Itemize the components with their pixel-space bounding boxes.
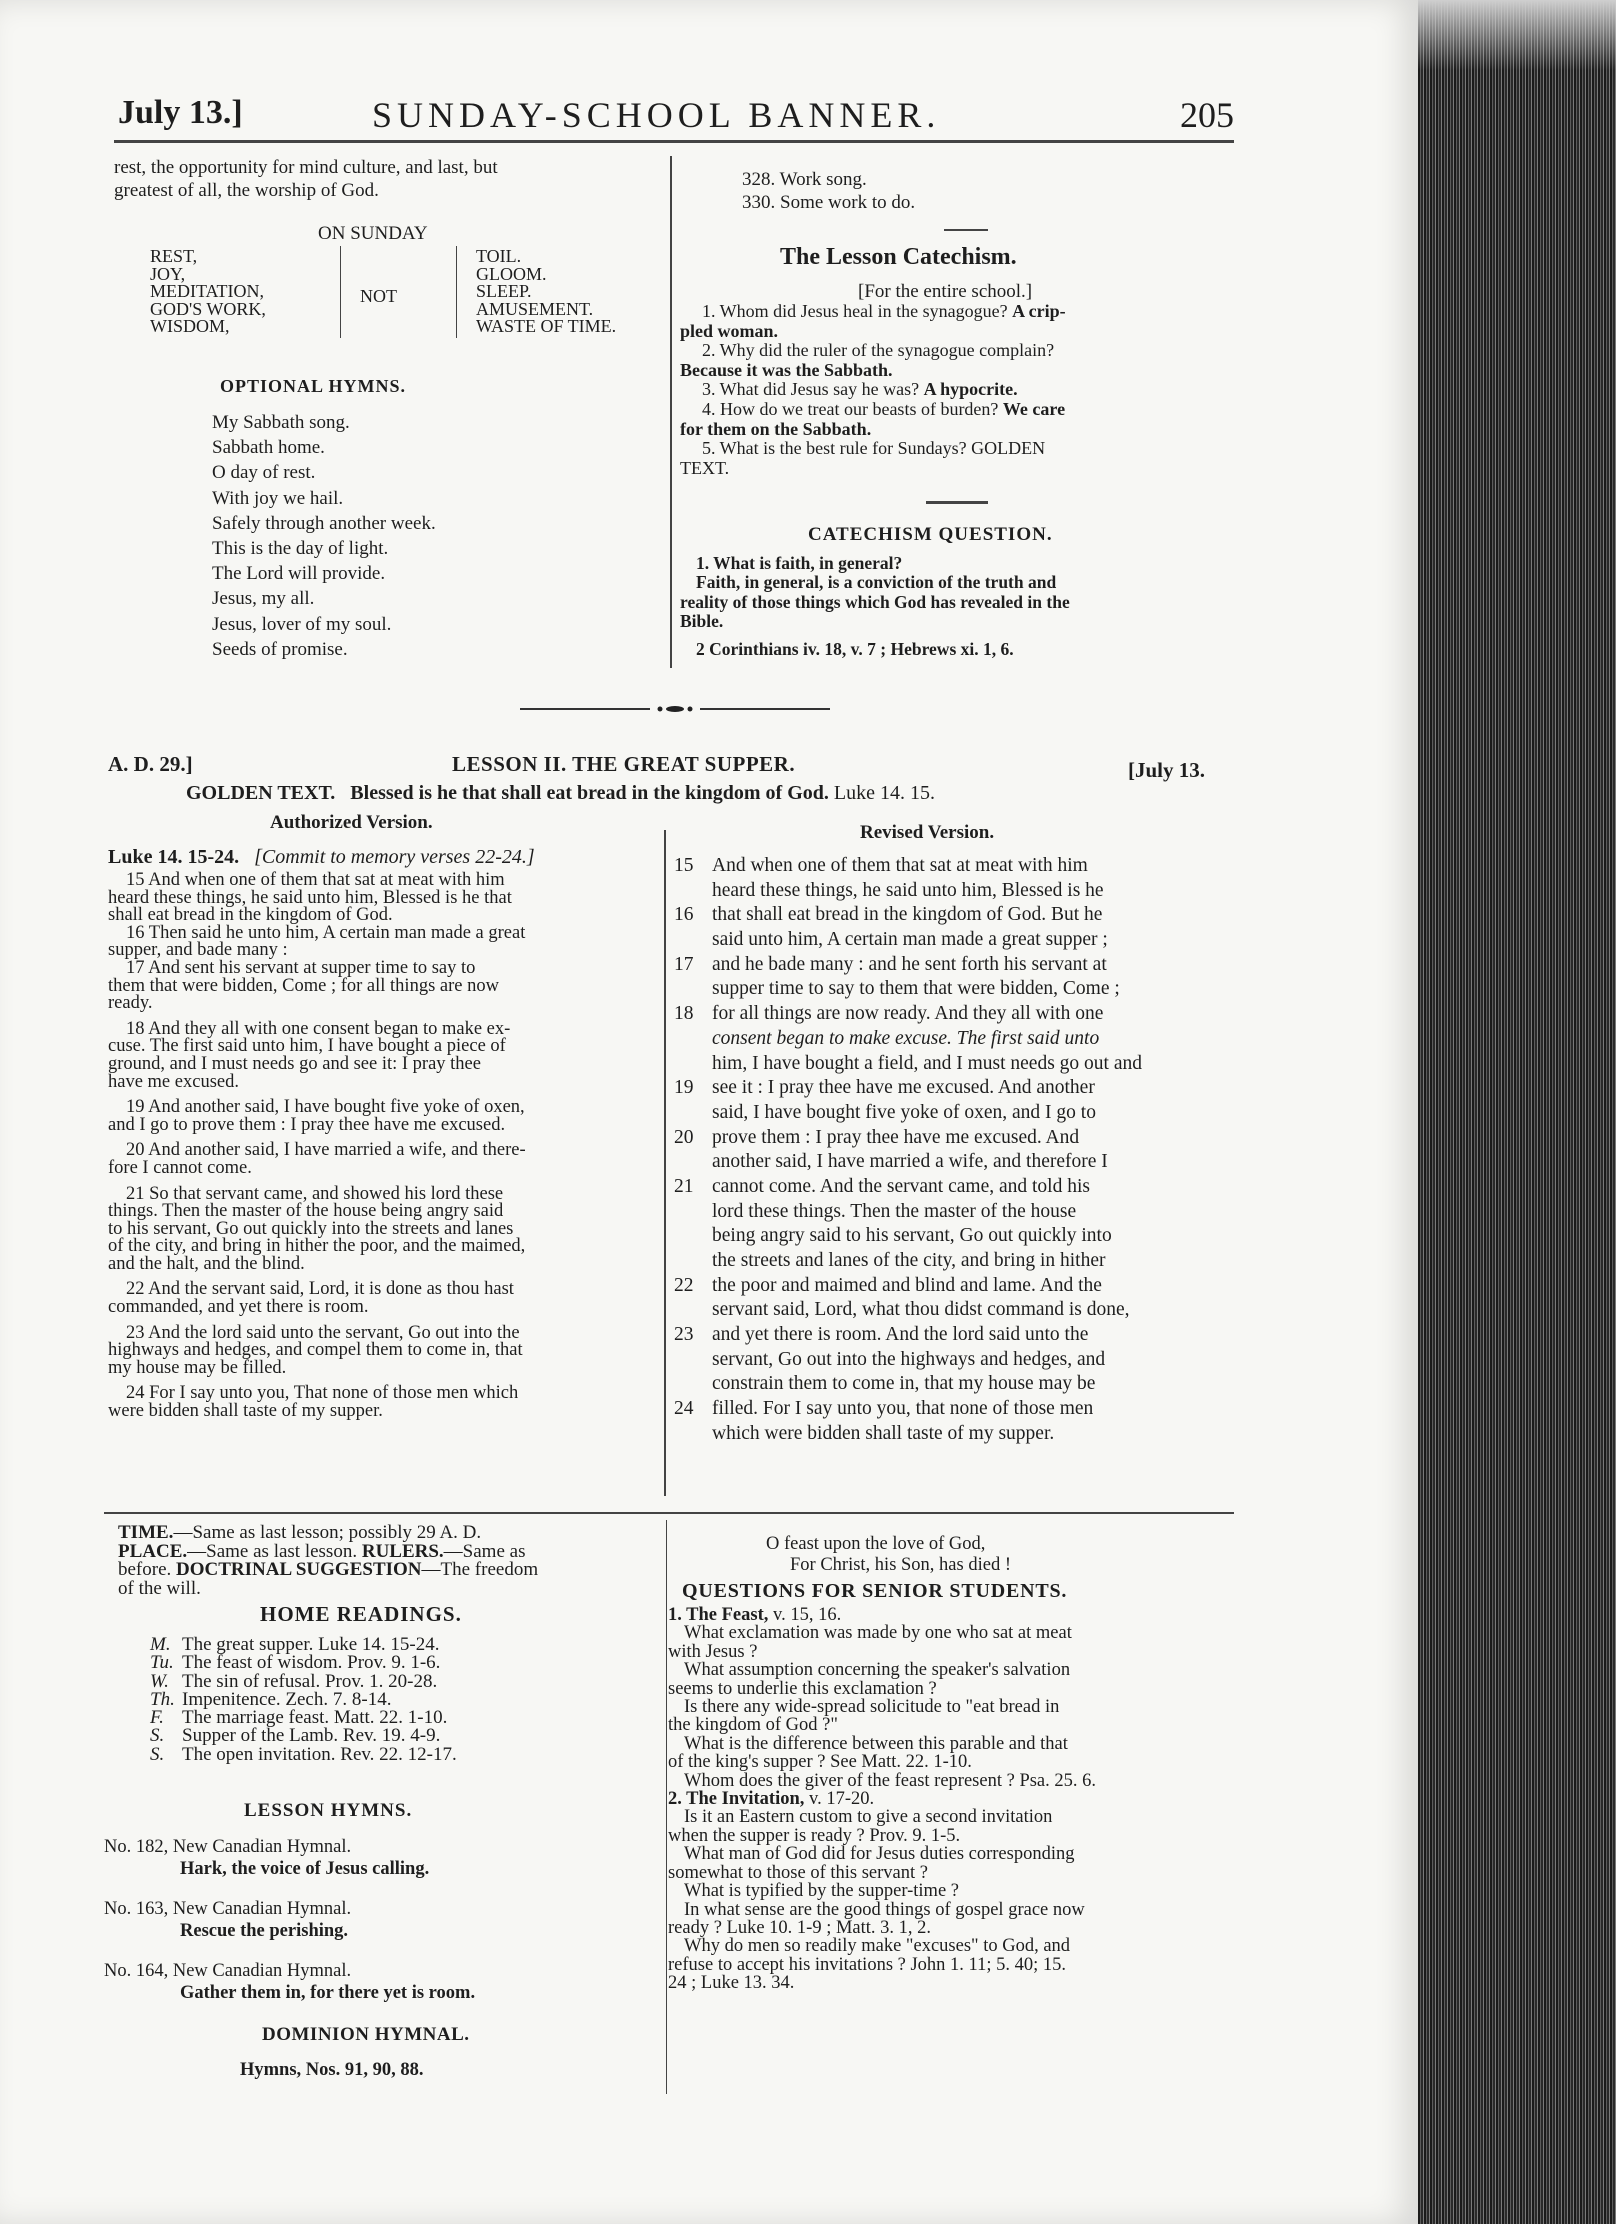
hymn-item: Jesus, lover of my soul. — [212, 613, 392, 635]
home-readings-heading: HOME READINGS. — [260, 1602, 462, 1626]
rev-line: 18 for all things are now ready. And they all with one — [674, 1003, 1104, 1025]
lesson-hymns-list — [104, 1836, 475, 2004]
word: JOY, — [150, 263, 186, 284]
auth-line: ground, and I must needs go and see it: I pray thee — [108, 1053, 481, 1074]
word: WASTE OF TIME. — [476, 316, 617, 336]
cq-line: reality of those things which God has revealed in the — [680, 591, 1070, 612]
header-title: SUNDAY-SCHOOL BANNER. — [372, 95, 941, 135]
rev-line: 20 prove them : I pray thee have me excused. And — [674, 1126, 1080, 1148]
auth-line: my house may be filled. — [108, 1357, 287, 1378]
rev-line: which were bidden shall taste of my supper. — [712, 1422, 1055, 1444]
sunday-left-words — [150, 248, 266, 336]
word: SLEEP. — [476, 281, 532, 301]
short-rule — [926, 501, 988, 504]
authorized-ref-line — [108, 846, 535, 869]
hymn-item: With joy we hail. — [212, 487, 344, 509]
ornament-divider-graphic — [520, 702, 830, 716]
sunday-not: NOT — [360, 286, 397, 306]
intro-line: rest, the opportunity for mind culture, and last, but — [114, 157, 498, 178]
lesson-hymns-heading: LESSON HYMNS. — [244, 1800, 413, 1821]
verse-block — [766, 1534, 1011, 1576]
rev-line: being angry said to his servant, Go out quickly into — [712, 1225, 1112, 1247]
rev-line: consent began to make excuse. The first said unto — [712, 1027, 1100, 1049]
sunday-divider-left — [340, 246, 341, 338]
reading-item: Tu. The feast of wisdom. Prov. 9. 1-6. — [150, 1652, 441, 1674]
auth-line: ready. — [108, 993, 153, 1014]
reading-item: F. The marriage feast. Matt. 22. 1-10. — [150, 1707, 448, 1729]
catechism-line: 1. Whom did Jesus heal in the synagogue? A crip- — [702, 301, 1066, 321]
question-line: Why do men so readily make "excuses" to God, and — [684, 1936, 1071, 1957]
top-left-column — [114, 156, 666, 202]
authorized-ref: Luke 14. 15-24. — [108, 846, 240, 868]
question-line: 24 ; Luke 13. 34. — [668, 1973, 795, 1994]
rev-line: servant, Go out into the highways and hedges, and — [712, 1348, 1106, 1370]
lesson-title: LESSON II. THE GREAT SUPPER. — [452, 752, 796, 776]
doctrinal-line: before. DOCTRINAL SUGGESTION—The freedom — [118, 1559, 539, 1580]
hymn-item: Sabbath home. — [212, 437, 325, 459]
auth-line: things. Then the master of the house being angry said — [108, 1201, 504, 1222]
cq-line: 1. What is faith, in general? — [696, 553, 903, 573]
catechism-line: TEXT. — [680, 457, 730, 478]
question-line: refuse to accept his invitations ? John 1. 11; 5. 40; 15. — [668, 1954, 1067, 1975]
header-page-number: 205 — [1180, 95, 1234, 135]
dominion-hymns: Hymns, Nos. 91, 90, 88. — [240, 2060, 424, 2080]
senior-questions-heading: QUESTIONS FOR SENIOR STUDENTS. — [682, 1580, 1068, 1602]
word: GLOOM. — [476, 263, 547, 284]
rev-line: 19 see it : I pray thee have me excused. And another — [674, 1077, 1095, 1099]
rev-line: him, I have bought a field, and I must needs go out and — [712, 1052, 1142, 1074]
authorized-text — [108, 872, 660, 1421]
word: MEDITATION, — [150, 281, 265, 301]
rev-line: 21 cannot come. And the servant came, and told his — [674, 1175, 1090, 1197]
auth-line: fore I cannot come. — [108, 1157, 252, 1178]
auth-line: them that were bidden, Come ; for all things are now — [108, 975, 499, 996]
reading-item: M. The great supper. Luke 14. 15-24. — [150, 1634, 440, 1655]
authorized-ref-note: [Commit to memory verses 22-24.] — [254, 846, 535, 868]
auth-line: heard these things, he said unto him, Blessed is he that — [108, 887, 512, 908]
section-rule — [104, 1512, 1234, 1514]
catechism-line: 2. Why did the ruler of the synagogue complain? — [702, 340, 1055, 361]
auth-line: 19 And another said, I have bought five yoke of oxen, — [126, 1097, 525, 1118]
song-item: 330. Some work to do. — [742, 192, 916, 213]
rev-line: supper time to say to them that were bidden, Come ; — [712, 978, 1120, 1000]
rev-line: heard these things, he said unto him, Blessed is he — [712, 879, 1104, 901]
optional-hymns-list — [212, 410, 436, 662]
rev-line: 16 that shall eat bread in the kingdom of God. But he — [674, 904, 1103, 926]
auth-line: 23 And the lord said unto the servant, Go out into the — [126, 1322, 520, 1343]
lesson-hymn: No. 182, New Canadian Hymnal. Hark, the voice of Jesus calling. — [104, 1837, 430, 1879]
home-readings-list — [150, 1636, 457, 1764]
reading-item: S. Supper of the Lamb. Rev. 19. 4-9. — [150, 1725, 441, 1747]
question-line: What man of God did for Jesus duties corresponding — [684, 1844, 1075, 1865]
auth-line: and I go to prove them : I pray thee have me excused. — [108, 1114, 506, 1135]
hymn-item: O day of rest. — [212, 462, 316, 484]
catechism-question-heading: CATECHISM QUESTION. — [808, 524, 1053, 545]
reading-item: S. The open invitation. Rev. 22. 12-17. — [150, 1743, 457, 1765]
golden-ref: Luke 14. 15. — [833, 782, 935, 804]
hymn-item: Jesus, my all. — [212, 588, 315, 610]
auth-line: commanded, and yet there is room. — [108, 1297, 369, 1318]
auth-line: 17 And sent his servant at supper time to say to — [126, 957, 476, 978]
bottom-column-divider — [666, 1520, 667, 2094]
lesson-notes — [118, 1524, 658, 1598]
rev-line: 15 And when one of them that sat at meat with him — [674, 855, 1088, 876]
sunday-right-words — [476, 248, 616, 336]
dominion-hymnal-heading: DOMINION HYMNAL. — [262, 2024, 470, 2045]
catechism-question-block — [680, 554, 1240, 659]
on-sunday-label: ON SUNDAY — [318, 223, 428, 244]
page-edge-shadow — [1418, 0, 1616, 70]
question-line: with Jesus ? — [668, 1641, 758, 1662]
revised-heading: Revised Version. — [860, 822, 995, 843]
section-title: 1. The Feast, v. 15, 16. — [668, 1605, 842, 1625]
section-title: 2. The Invitation, v. 17-20. — [668, 1789, 875, 1810]
question-line: Is there any wide-spread solicitude to "eat bread in — [684, 1697, 1060, 1718]
authorized-heading: Authorized Version. — [270, 812, 433, 833]
header-rule — [114, 140, 1234, 143]
rev-line: 17 and he bade many : and he sent forth his servant at — [674, 953, 1107, 975]
hymn-item: This is the day of light. — [212, 538, 389, 560]
auth-line: 18 And they all with one consent began to make ex- — [126, 1018, 511, 1039]
catechism-line: Because it was the Sabbath. — [680, 359, 893, 380]
question-line: Whom does the giver of the feast represent ? Psa. 25. 6. — [684, 1770, 1097, 1791]
question-line: when the supper is ready ? Prov. 9. 1-5. — [668, 1825, 961, 1846]
auth-line: supper, and bade many : — [108, 940, 288, 961]
senior-questions — [668, 1606, 1238, 1993]
lesson-date-left: A. D. 29.] — [108, 752, 193, 776]
cq-line: Faith, in general, is a conviction of the truth and — [696, 572, 1057, 593]
auth-line: were bidden shall taste of my supper. — [108, 1401, 383, 1422]
question-line: What is the difference between this parable and that — [684, 1733, 1068, 1754]
catechism-subtitle: [For the entire school.] — [858, 281, 1033, 302]
question-line: What assumption concerning the speaker's salvation — [684, 1660, 1071, 1681]
reading-item: W. The sin of refusal. Prov. 1. 20-28. — [150, 1670, 438, 1692]
catechism-line: 4. How do we treat our beasts of burden? We care — [702, 398, 1066, 419]
word: TOIL. — [476, 246, 522, 266]
word: AMUSEMENT. — [476, 298, 594, 319]
auth-line: cuse. The first said unto him, I have bought a piece of — [108, 1036, 506, 1057]
golden-text-line — [186, 782, 935, 805]
rev-line: said unto him, A certain man made a great supper ; — [712, 929, 1108, 951]
song-item: 328. Work song. — [742, 169, 867, 190]
cq-line: Bible. — [680, 610, 724, 631]
hymn-item: Seeds of promise. — [212, 638, 348, 660]
lesson-date-right: [July 13. — [1128, 758, 1206, 782]
question-line: the kingdom of God ?" — [668, 1715, 838, 1736]
optional-hymns-heading: OPTIONAL HYMNS. — [220, 376, 407, 396]
question-line: of the king's supper ? See Matt. 22. 1-10. — [668, 1752, 972, 1773]
lesson-hymn: No. 163, New Canadian Hymnal. Rescue the perishing. — [104, 1899, 352, 1941]
rev-line: constrain them to come in, that my house may be — [712, 1373, 1096, 1395]
will-line: of the will. — [118, 1577, 201, 1599]
word: GOD'S WORK, — [150, 298, 266, 319]
question-line: somewhat to those of this servant ? — [668, 1862, 928, 1883]
hymn-item: The Lord will provide. — [212, 563, 386, 585]
catechism-title: The Lesson Catechism. — [780, 244, 1017, 270]
question-line: seems to underlie this exclamation ? — [668, 1678, 937, 1699]
short-rule — [944, 229, 988, 231]
auth-line: highways and hedges, and compel them to come in, that — [108, 1340, 523, 1361]
auth-line: 22 And the servant said, Lord, it is done as thou hast — [126, 1279, 514, 1300]
songs-list — [742, 168, 915, 214]
rev-line: 24 filled. For I say unto you, that none of those men — [674, 1398, 1094, 1420]
book-page-edges — [1418, 0, 1616, 2224]
cq-line: 2 Corinthians iv. 18, v. 7 ; Hebrews xi. 1, 6. — [696, 639, 1014, 660]
rev-line: servant said, Lord, what thou didst command is done, — [712, 1299, 1130, 1321]
auth-line: have me excused. — [108, 1071, 239, 1092]
word: REST, — [150, 246, 198, 266]
question-line: What exclamation was made by one who sat at meat — [684, 1623, 1072, 1644]
auth-line: 15 And when one of them that sat at meat with him — [126, 870, 505, 890]
ornament-divider — [520, 702, 830, 716]
auth-line: 24 For I say unto you, That none of those men which — [126, 1383, 519, 1404]
auth-line: shall eat bread in the kingdom of God. — [108, 905, 393, 926]
place-line: PLACE.—Same as last lesson. RULERS.—Same as — [118, 1540, 526, 1562]
header-date: July 13.] — [118, 94, 243, 131]
auth-line: and the halt, and the blind. — [108, 1253, 305, 1274]
auth-line: 21 So that servant came, and showed his lord these — [126, 1183, 504, 1204]
rev-line: the streets and lanes of the city, and bring in hither — [712, 1250, 1106, 1271]
question-line: What is typified by the supper-time ? — [684, 1881, 959, 1902]
rev-line: 22 the poor and maimed and blind and lame. And the — [674, 1274, 1102, 1296]
lesson-hymn: No. 164, New Canadian Hymnal. Gather them in, for there yet is room. — [104, 1961, 476, 2003]
revised-text — [674, 854, 1234, 1447]
question-line: In what sense are the good things of gospel grace now — [684, 1899, 1085, 1920]
catechism-line: 5. What is the best rule for Sundays? GOLDEN — [702, 438, 1046, 459]
question-line: Is it an Eastern custom to give a second invitation — [684, 1807, 1053, 1828]
sunday-divider-right — [456, 246, 457, 338]
rev-line: another said, I have married a wife, and therefore I — [712, 1151, 1108, 1173]
top-column-divider — [670, 156, 672, 668]
catechism-line: for them on the Sabbath. — [680, 418, 872, 439]
auth-line: 20 And another said, I have married a wife, and there- — [126, 1140, 526, 1161]
catechism-line: 3. What did Jesus say he was? A hypocrite. — [702, 379, 1018, 400]
catechism-line: pled woman. — [680, 320, 779, 341]
auth-line: of the city, and bring in hither the poor, and the maimed, — [108, 1236, 526, 1257]
question-line: ready ? Luke 10. 1-9 ; Matt. 3. 1, 2. — [668, 1917, 932, 1938]
auth-line: 16 Then said he unto him, A certain man made a great — [126, 922, 526, 943]
auth-line: to his servant, Go out quickly into the streets and lanes — [108, 1218, 514, 1239]
verse-line: For Christ, his Son, has died ! — [790, 1555, 1011, 1575]
word: WISDOM, — [150, 316, 230, 336]
reading-item: Th. Impenitence. Zech. 7. 8-14. — [150, 1688, 392, 1710]
time-line: TIME.—Same as last lesson; possibly 29 A. D. — [118, 1522, 482, 1543]
intro-line: greatest of all, the worship of God. — [114, 180, 379, 201]
rev-line: said, I have bought five yoke of oxen, and I go to — [712, 1101, 1096, 1123]
lesson-column-divider — [664, 830, 666, 1496]
rev-line: lord these things. Then the master of the house — [712, 1200, 1077, 1222]
catechism-list — [680, 302, 1240, 478]
golden-label: GOLDEN TEXT. — [186, 782, 336, 804]
hymn-item: My Sabbath song. — [212, 412, 350, 433]
golden-text: Blessed is he that shall eat bread in the kingdom of God. — [350, 782, 829, 804]
hymn-item: Safely through another week. — [212, 512, 436, 534]
verse-line: O feast upon the love of God, — [766, 1534, 986, 1554]
rev-line: 23 and yet there is room. And the lord said unto the — [674, 1324, 1089, 1346]
